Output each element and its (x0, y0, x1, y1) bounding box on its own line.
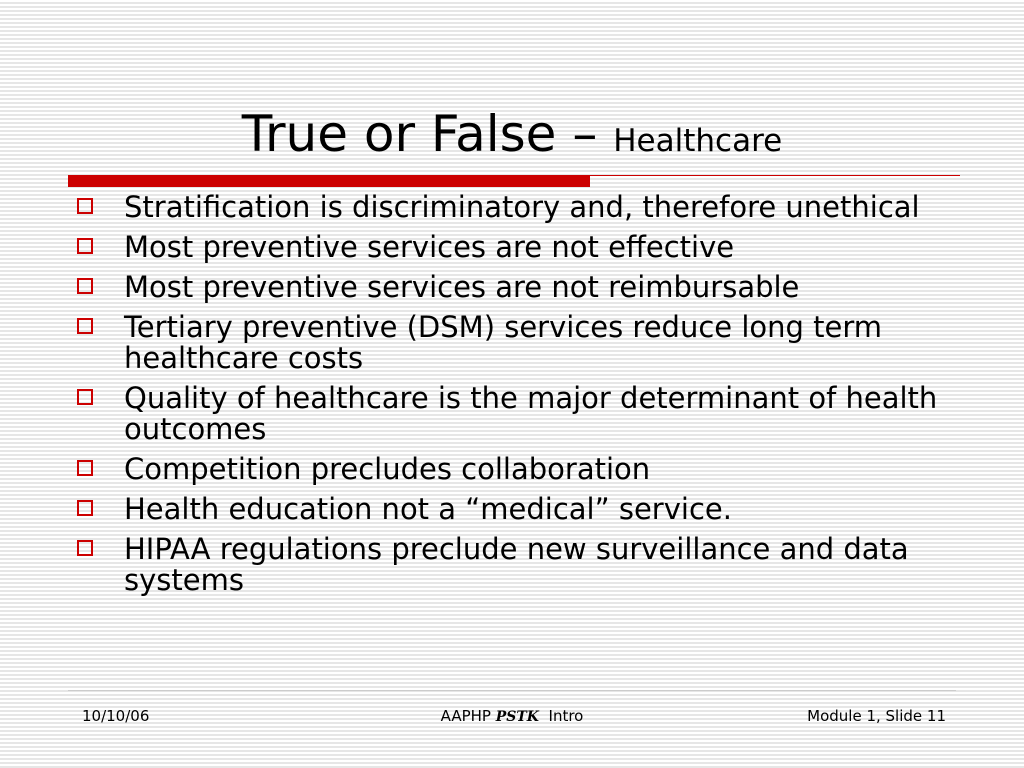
hollow-square-icon (77, 540, 93, 556)
hollow-square-icon (77, 238, 93, 254)
bullet-text: Health education not a “medical” service. (124, 492, 732, 526)
bullet-text: Tertiary preventive (DSM) services reduce long term healthcare costs (124, 310, 883, 375)
hollow-square-icon (77, 500, 93, 516)
bullet-text: Stratification is discriminatory and, therefore unethical (124, 190, 920, 224)
bullet-item (72, 494, 952, 525)
bullet-list (72, 192, 952, 605)
title-main: True or False – (241, 105, 598, 163)
title-sub: Healthcare (613, 123, 783, 159)
bullet-item (72, 312, 952, 374)
bullet-item (72, 272, 952, 303)
bullet-text: Most preventive services are not effective (124, 230, 735, 264)
title-underline-thick (68, 175, 590, 187)
bullet-text: HIPAA regulations preclude new surveillance and data systems (124, 532, 909, 597)
footer-date: 10/10/06 (82, 707, 150, 725)
bullet-item (72, 383, 952, 445)
footer-emphasis: PSTK (495, 709, 539, 725)
bullet-item (72, 232, 952, 263)
footer-slide-number: Module 1, Slide 11 (807, 707, 946, 725)
hollow-square-icon (77, 278, 93, 294)
hollow-square-icon (77, 198, 93, 214)
slide-title (0, 104, 1024, 171)
bullet-item (72, 534, 952, 596)
bullet-text: Competition precludes collaboration (124, 452, 651, 486)
footer-divider (68, 690, 956, 691)
bullet-item (72, 454, 952, 485)
bullet-text: Quality of healthcare is the major determinant of health outcomes (124, 381, 938, 446)
bullet-item (72, 192, 952, 223)
footer-suffix: Intro (548, 707, 584, 725)
hollow-square-icon (77, 318, 93, 334)
bullet-text: Most preventive services are not reimbursable (124, 270, 800, 304)
hollow-square-icon (77, 389, 93, 405)
hollow-square-icon (77, 460, 93, 476)
footer-prefix: AAPHP (440, 707, 491, 725)
title-underline-thin (590, 175, 960, 176)
